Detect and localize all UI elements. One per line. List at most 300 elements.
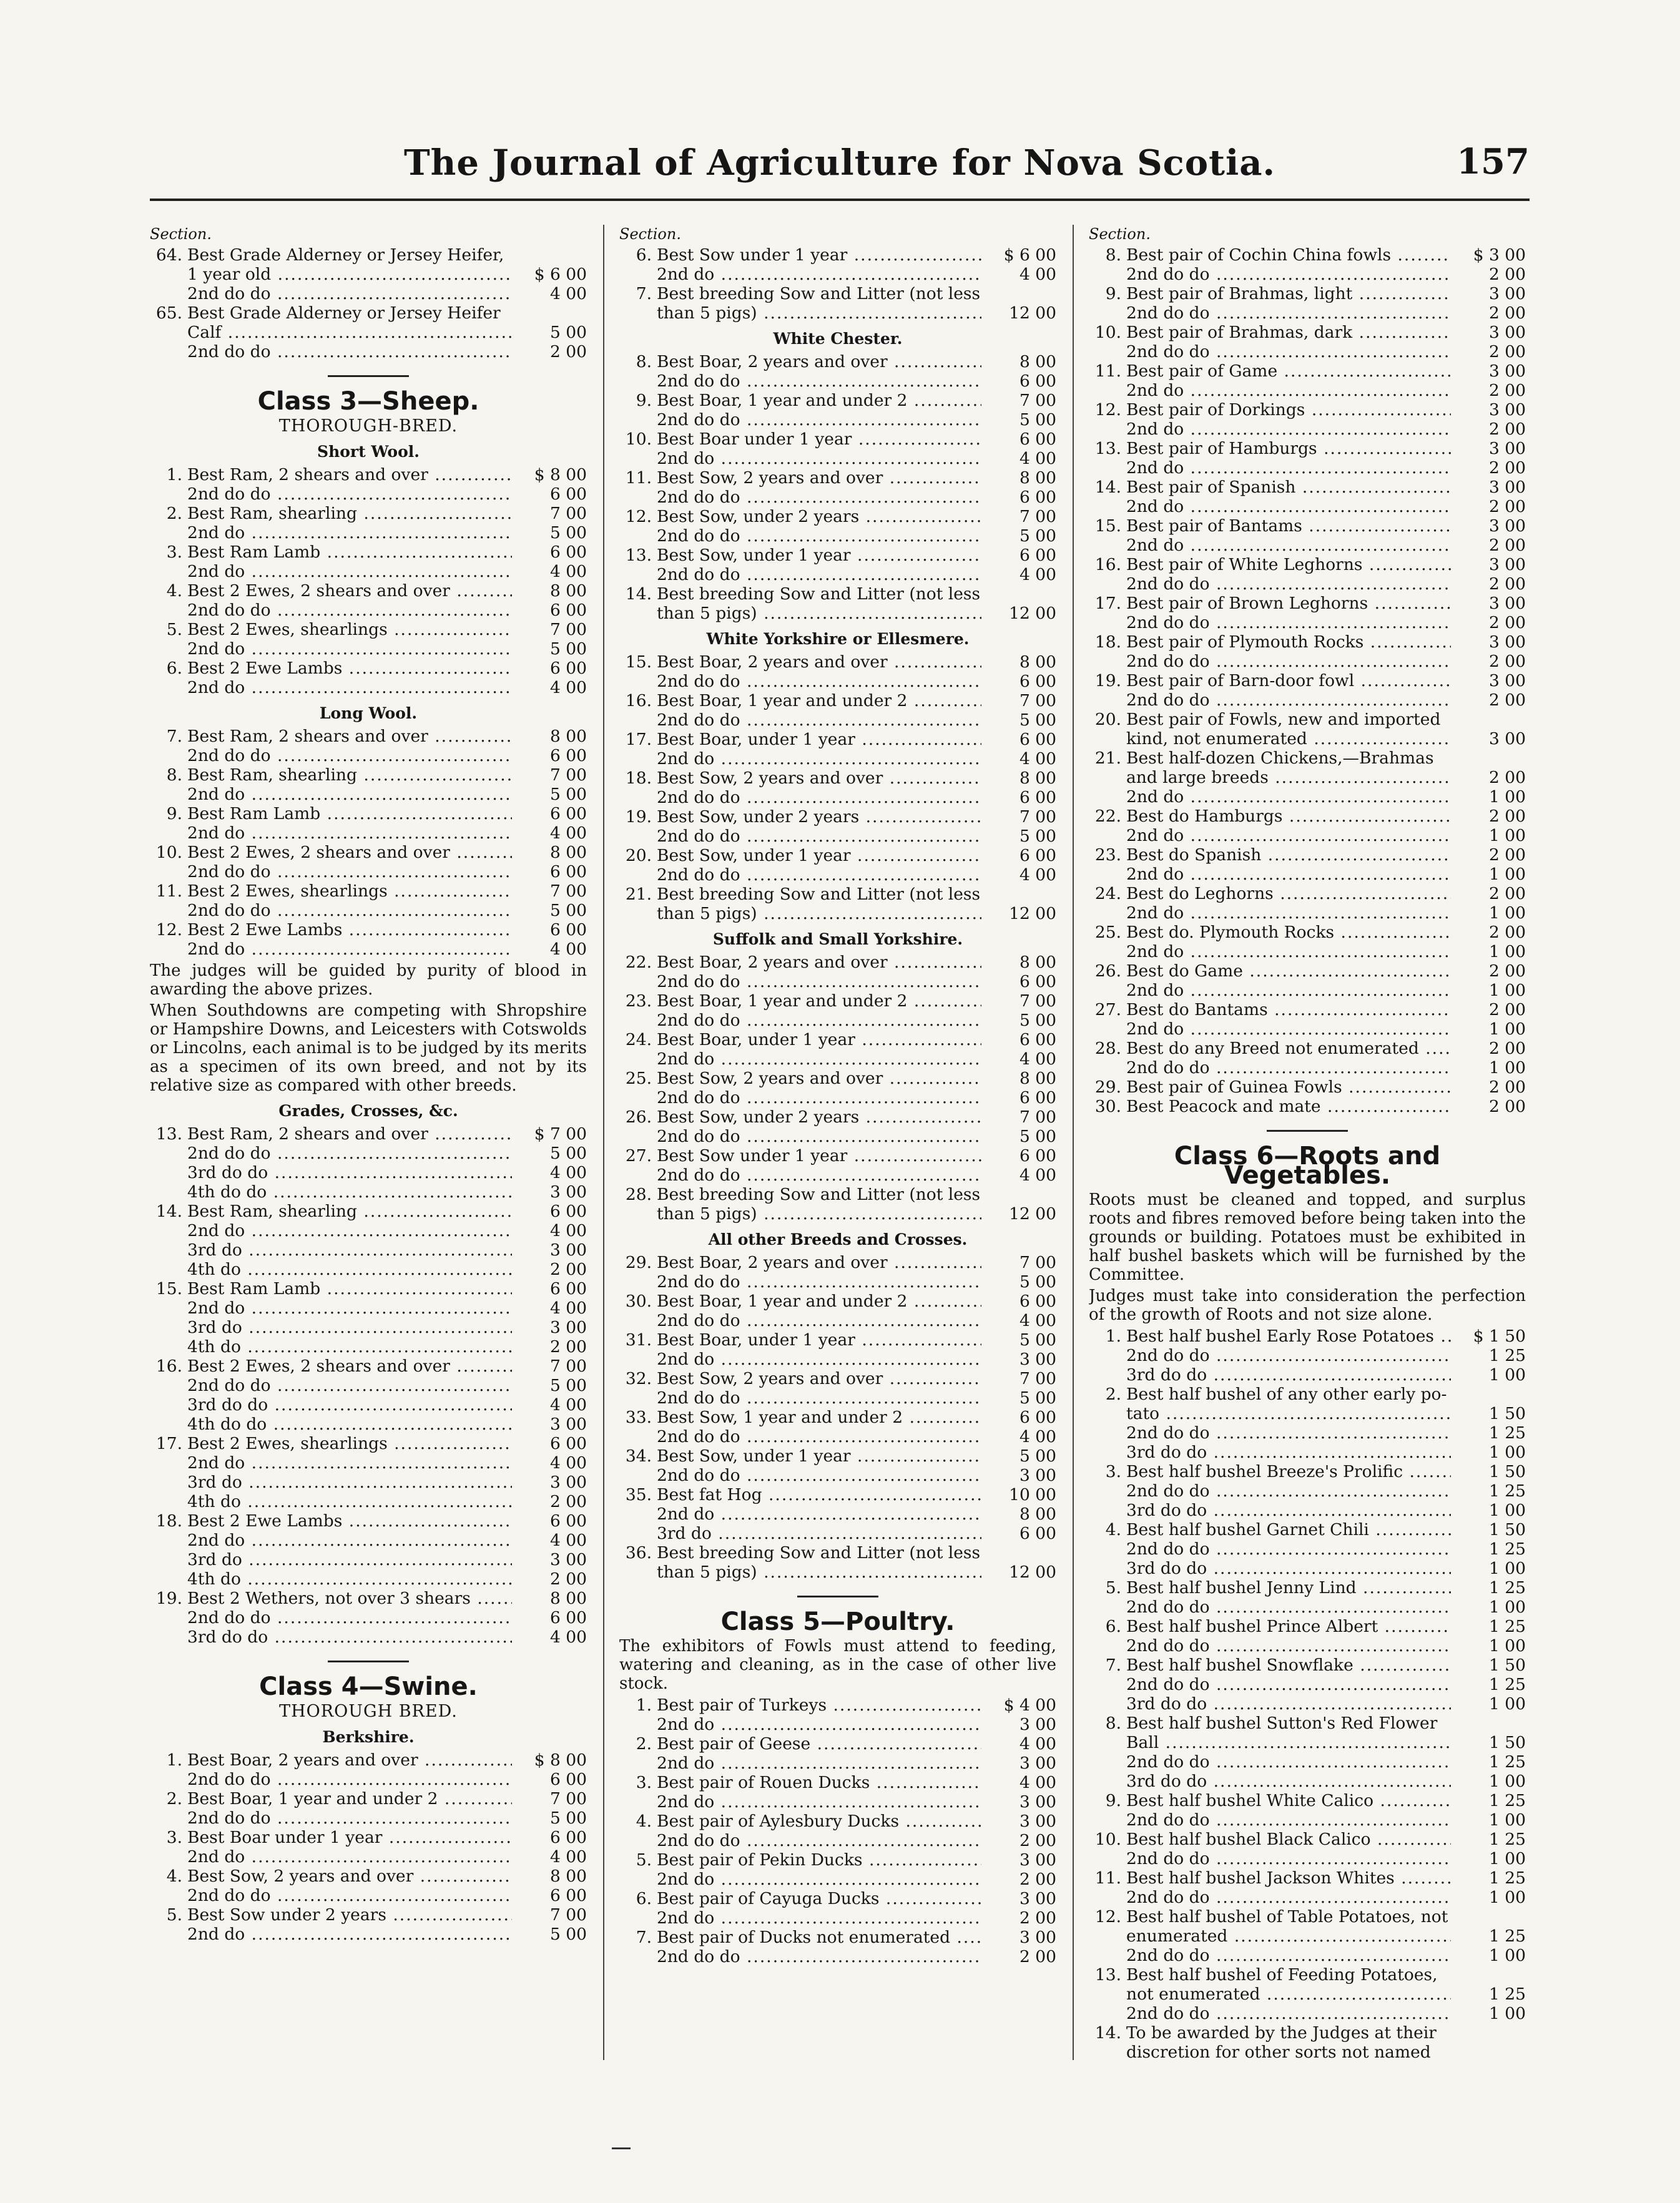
prize-row-continuation (619, 788, 1056, 807)
prize-label: 2nd do do ..... (1126, 1810, 1451, 1830)
prize-amount: 1 00 (1488, 865, 1526, 884)
prize-row-continuation (619, 1504, 1056, 1524)
prize-label: Best Boar under 1 year ..... (657, 429, 981, 449)
prize-row-continuation (619, 1831, 1056, 1850)
prize-label: Best pair of White Leghorns ..... (1126, 555, 1451, 574)
prize-label: 2nd do do ..... (657, 1272, 981, 1292)
prize-amount: 7 00 (1019, 807, 1056, 827)
prize-label: 2nd do do ..... (187, 1376, 512, 1395)
prize-section-number: 23. (1094, 845, 1121, 865)
prize-label: 2nd do do ..... (1126, 1888, 1451, 1907)
prize-label: Best breeding Sow and Litter (not less (657, 584, 981, 604)
prize-amount: 1 00 (1488, 981, 1526, 1000)
prize-row (150, 1867, 587, 1886)
prize-section-number: 9. (636, 391, 652, 410)
prize-label: Best pair of Guinea Fowls ..... (1126, 1077, 1451, 1097)
prize-label: 2nd do ..... (657, 1754, 981, 1773)
prize-row-continuation (150, 323, 587, 342)
prize-amount: 4 00 (1019, 265, 1056, 284)
prize-label: 2nd do ..... (1126, 420, 1451, 439)
prize-row (1089, 1617, 1526, 1636)
prize-row (1089, 632, 1526, 652)
prize-label: Best half bushel Early Rose Potatoes ..... (1126, 1327, 1451, 1346)
prize-section-number: 12. (625, 507, 652, 526)
prize-amount: $ 8 00 (534, 1750, 587, 1770)
prize-label: 2nd do ..... (1126, 787, 1451, 807)
prize-row-continuation (619, 1563, 1056, 1582)
prize-label: Best pair of Spanish ..... (1126, 478, 1451, 497)
class-heading: Class 4—Swine. (259, 1672, 478, 1701)
prize-amount: 1 50 (1488, 1520, 1526, 1539)
prize-section-number: 13. (1094, 439, 1121, 458)
prize-amount: 4 00 (549, 562, 587, 581)
prize-label: 2nd do ..... (1126, 1019, 1451, 1039)
prize-amount: 5 00 (549, 323, 587, 342)
prize-amount: 2 00 (549, 1260, 587, 1279)
prize-section-number: 16. (1094, 555, 1121, 574)
prize-row (1089, 1077, 1526, 1097)
column-2 (619, 225, 1056, 2060)
prize-row-continuation (150, 1925, 587, 1944)
prize-section-number: 33. (625, 1408, 652, 1427)
prize-amount: 1 25 (1488, 1926, 1526, 1946)
prize-label: Best half bushel Garnet Chili ..... (1126, 1520, 1451, 1539)
prize-amount: 4 00 (1019, 565, 1056, 584)
prize-label: Best pair of Cochin China fowls ..... (1126, 245, 1451, 265)
prize-amount: 6 00 (549, 862, 587, 881)
prize-label: Best breeding Sow and Litter (not less (657, 284, 981, 303)
prize-row (1089, 478, 1526, 497)
prize-row-continuation (1089, 381, 1526, 400)
prize-row-continuation (1089, 536, 1526, 555)
prize-amount: 8 00 (1019, 953, 1056, 972)
prize-label: Best Sow, under 1 year ..... (657, 1446, 981, 1466)
prize-section-number: 5. (636, 1850, 652, 1870)
prize-amount: 3 00 (1488, 361, 1526, 381)
prize-section-number: 7. (1105, 1656, 1121, 1675)
prize-amount: 2 00 (1488, 1000, 1526, 1019)
prize-label: 2nd do do ..... (1126, 1539, 1451, 1559)
class-heading: Class 5—Poultry. (720, 1607, 955, 1636)
prize-label: Best 2 Ewes, shearlings ..... (187, 620, 512, 639)
prize-label: 2nd do do ..... (657, 488, 981, 507)
prize-row (150, 727, 587, 746)
prize-amount: 2 00 (1488, 1097, 1526, 1116)
rules-paragraph: When Southdowns are competing with Shropshire or Hampshire Downs, and Leicesters with Cotswolds or Lincolns, each animal is to be judged by its merits as a specimen of its own breed, and not by its relative size as compared with other breeds. (150, 1001, 587, 1095)
prize-section-number: 31. (625, 1330, 652, 1350)
prize-label: Best Ram, shearling ..... (187, 1202, 512, 1221)
prize-amount: 2 00 (1488, 961, 1526, 981)
prize-amount: 1 00 (1488, 1810, 1526, 1830)
prize-label: 2nd do ..... (187, 1925, 512, 1944)
prize-row-continuation (150, 639, 587, 659)
prize-section-number: 18. (1094, 632, 1121, 652)
prize-row-continuation (1089, 420, 1526, 439)
prize-label: Best do Bantams ..... (1126, 1000, 1451, 1019)
prize-amount: 2 00 (1488, 458, 1526, 478)
prize-amount: 12 00 (1009, 904, 1056, 923)
prize-row-continuation (619, 865, 1056, 885)
prize-row (619, 429, 1056, 449)
prize-amount: 1 00 (1488, 1365, 1526, 1385)
prize-section-number: 9. (1105, 1791, 1121, 1810)
prize-amount: 1 00 (1488, 2004, 1526, 2023)
prize-amount: 6 00 (1019, 488, 1056, 507)
prize-label: 2nd do ..... (657, 1049, 981, 1069)
prize-amount: 7 00 (549, 620, 587, 639)
prize-amount: 4 00 (549, 1531, 587, 1550)
prize-label: Best 2 Ewes, 2 shears and over ..... (187, 1357, 512, 1376)
prize-label: 2nd do do ..... (1126, 303, 1451, 323)
prize-amount: 8 00 (1019, 1069, 1056, 1088)
prize-label: 4th do do ..... (187, 1182, 512, 1202)
prize-label: Best Boar, under 1 year ..... (657, 1030, 981, 1049)
section-divider (328, 1661, 409, 1662)
prize-label: 2nd do ..... (187, 1221, 512, 1240)
prize-amount: 6 00 (549, 659, 587, 678)
prize-amount: 2 00 (1488, 1039, 1526, 1058)
prize-amount: 3 00 (549, 1473, 587, 1492)
prize-row-continuation (1089, 729, 1526, 748)
prize-row (1089, 1791, 1526, 1810)
prize-amount: 7 00 (549, 1357, 587, 1376)
prize-section-number: 19. (155, 1589, 182, 1608)
prize-row (150, 843, 587, 862)
prize-label: Best half bushel Black Calico ..... (1126, 1830, 1451, 1849)
prize-label: Best Grade Alderney or Jersey Heifer, (187, 245, 504, 265)
prize-label: Best Boar, 1 year and under 2 ..... (657, 991, 981, 1011)
prize-amount: 2 00 (1488, 303, 1526, 323)
prize-row-continuation (1089, 2004, 1526, 2023)
prize-row (150, 881, 587, 901)
prize-section-number: 11. (155, 881, 182, 901)
prize-row (1089, 439, 1526, 458)
prize-label: 2nd do do ..... (1126, 574, 1451, 594)
prize-label: Best Boar, 2 years and over ..... (657, 1253, 981, 1272)
prize-row-continuation (150, 265, 587, 284)
breed-subheading: All other Breeds and Crosses. (708, 1230, 968, 1249)
breed-category-heading: THOROUGH-BRED. (278, 416, 458, 436)
journal-title: The Journal of Agriculture for Nova Scotia. (403, 142, 1276, 184)
prize-row (619, 1408, 1056, 1427)
prize-label: Best do any Breed not enumerated ..... (1126, 1039, 1451, 1058)
prize-row (619, 885, 1056, 904)
prize-amount: 5 00 (1019, 1272, 1056, 1292)
prize-section-number: 8. (636, 352, 652, 371)
prize-row (150, 1905, 587, 1925)
prize-amount: 6 00 (549, 1511, 587, 1531)
section-label: Section. (619, 225, 681, 243)
prize-label: 3rd do ..... (187, 1318, 512, 1337)
prize-row-continuation (1089, 1752, 1526, 1772)
prize-label: 2nd do do ..... (1126, 1423, 1451, 1443)
prize-label: Best Ram Lamb ..... (187, 804, 512, 823)
prize-row-continuation (619, 749, 1056, 768)
prize-row-continuation (150, 523, 587, 542)
prize-amount: 2 00 (1488, 381, 1526, 400)
prize-label: 4th do do ..... (187, 1415, 512, 1434)
prize-row-continuation (150, 562, 587, 581)
prize-row (619, 1812, 1056, 1831)
prize-row-continuation (619, 672, 1056, 691)
prize-section-number: 12. (1094, 1907, 1121, 1926)
prize-label: Best pair of Plymouth Rocks ..... (1126, 632, 1451, 652)
prize-row-continuation (1089, 1849, 1526, 1868)
prize-label: 2nd do ..... (657, 1715, 981, 1734)
prize-amount: 3 00 (1019, 1350, 1056, 1369)
prize-label: Best Boar, 2 years and over ..... (187, 1750, 512, 1770)
prize-row-continuation (150, 1569, 587, 1589)
prize-label: 3rd do ..... (187, 1240, 512, 1260)
prize-label: 2nd do do ..... (657, 827, 981, 846)
prize-amount: 3 00 (1488, 439, 1526, 458)
prize-row-continuation (150, 342, 587, 361)
prize-amount: 2 00 (1488, 613, 1526, 632)
prize-row-continuation (1089, 787, 1526, 807)
prize-section-number: 25. (1094, 923, 1121, 942)
prize-row-continuation (619, 565, 1056, 584)
prize-amount: 2 00 (549, 1492, 587, 1511)
prize-amount: 6 00 (1019, 1408, 1056, 1427)
prize-amount: 4 00 (1019, 865, 1056, 885)
prize-row (1089, 923, 1526, 942)
prize-row (150, 765, 587, 785)
prize-amount: 5 00 (549, 901, 587, 920)
prize-row (1089, 284, 1526, 303)
prize-row-continuation (619, 488, 1056, 507)
prize-amount: 6 00 (549, 1770, 587, 1789)
prize-row-continuation (1089, 1365, 1526, 1385)
prize-row (1089, 1097, 1526, 1116)
prize-section-number: 9. (1105, 284, 1121, 303)
column-divider (1073, 225, 1074, 2060)
prize-amount: 7 00 (1019, 1369, 1056, 1388)
prize-row-continuation (619, 265, 1056, 284)
prize-section-number: 3. (166, 542, 182, 562)
prize-row-continuation (1089, 1733, 1526, 1752)
prize-label: 2nd do ..... (657, 1870, 981, 1889)
prize-amount: 3 00 (1019, 1889, 1056, 1908)
prize-section-number: 1. (1105, 1327, 1121, 1346)
prize-amount: 6 00 (549, 1886, 587, 1905)
prize-label: tato ..... (1126, 1404, 1451, 1423)
prize-section-number: 18. (625, 768, 652, 788)
prize-amount: 5 00 (549, 639, 587, 659)
prize-row-continuation (150, 1608, 587, 1627)
prize-row (150, 581, 587, 601)
prize-row (150, 1789, 587, 1808)
prize-row (150, 504, 587, 523)
prize-label: 2nd do do ..... (657, 1127, 981, 1146)
prize-label: 1 year old ..... (187, 265, 512, 284)
prize-row (619, 1928, 1056, 1947)
prize-amount: 8 00 (1019, 468, 1056, 488)
prize-row (1089, 1868, 1526, 1888)
prize-amount: 1 25 (1488, 1830, 1526, 1849)
prize-row (1089, 1830, 1526, 1849)
prize-section-number: 18. (155, 1511, 182, 1531)
prize-label: Best Boar, 2 years and over ..... (657, 953, 981, 972)
prize-amount: 4 00 (1019, 1311, 1056, 1330)
prize-amount: 2 00 (1488, 923, 1526, 942)
prize-row-continuation (619, 526, 1056, 546)
prize-amount: 1 50 (1488, 1656, 1526, 1675)
prize-row (619, 1069, 1056, 1088)
prize-amount: 3 00 (1019, 1850, 1056, 1870)
prize-section-number: 4. (1105, 1520, 1121, 1539)
prize-row-continuation (619, 371, 1056, 391)
prize-label: 2nd do ..... (657, 1908, 981, 1928)
prize-amount: 6 00 (549, 1279, 587, 1298)
prize-row (1089, 1965, 1526, 1985)
prize-amount: 2 00 (1019, 1947, 1056, 1966)
prize-label: 2nd do ..... (657, 749, 981, 768)
prize-label: Best 2 Ewes, 2 shears and over ..... (187, 843, 512, 862)
prize-row (619, 1543, 1056, 1563)
prize-amount: 1 00 (1488, 1019, 1526, 1039)
prize-row-continuation (619, 1754, 1056, 1773)
rules-paragraph: Roots must be cleaned and topped, and surplus roots and fibres removed before being taken into the grounds or building. Potatoes must be exhibited in half bushel baskets which will be furnished by the Committee. (1089, 1190, 1526, 1284)
prize-amount: 6 00 (1019, 788, 1056, 807)
prize-label: Best half bushel Jenny Lind ..... (1126, 1578, 1451, 1597)
prize-label: Best half bushel Jackson Whites ..... (1126, 1868, 1451, 1888)
prize-label: 2nd do do ..... (1126, 690, 1451, 710)
prize-section-number: 27. (625, 1146, 652, 1165)
prize-row (150, 542, 587, 562)
prize-amount: 2 00 (1488, 265, 1526, 284)
prize-section-number: 29. (625, 1253, 652, 1272)
prize-label: 2nd do do ..... (187, 1144, 512, 1163)
prize-amount: 3 00 (1019, 1715, 1056, 1734)
prize-amount: 3 00 (549, 1240, 587, 1260)
prize-amount: $ 6 00 (534, 265, 587, 284)
prize-row (1089, 400, 1526, 420)
prize-section-number: 7. (166, 727, 182, 746)
prize-label: Best half bushel Breeze's Prolific ..... (1126, 1462, 1451, 1481)
prize-label: Calf ..... (187, 323, 512, 342)
breed-subheading: Grades, Crosses, &c. (278, 1102, 458, 1120)
prize-row (150, 1434, 587, 1453)
prize-amount: 7 00 (1019, 1107, 1056, 1127)
prize-amount: 5 00 (1019, 1388, 1056, 1408)
prize-row-continuation (1089, 1946, 1526, 1965)
prize-section-number: 16. (625, 691, 652, 710)
prize-label: 2nd do do ..... (1126, 1636, 1451, 1656)
prize-label: 2nd do do ..... (187, 1770, 512, 1789)
prize-label: Best Boar, under 1 year ..... (657, 1330, 981, 1350)
prize-amount: 2 00 (1488, 574, 1526, 594)
prize-list-columns (150, 225, 1530, 2066)
section-divider (797, 1596, 878, 1597)
prize-amount: 6 00 (549, 920, 587, 940)
prize-amount: 1 25 (1488, 1791, 1526, 1810)
prize-amount: 8 00 (549, 581, 587, 601)
prize-label: Best pair of Hamburgs ..... (1126, 439, 1451, 458)
prize-amount: 1 25 (1488, 1868, 1526, 1888)
prize-amount: 6 00 (1019, 972, 1056, 991)
prize-amount: 1 25 (1488, 1481, 1526, 1501)
prize-row (150, 659, 587, 678)
prize-amount: 12 00 (1009, 303, 1056, 323)
prize-label: Best 2 Ewe Lambs ..... (187, 659, 512, 678)
prize-label: 2nd do do ..... (187, 901, 512, 920)
prize-amount: 8 00 (1019, 768, 1056, 788)
prize-row-continuation (1089, 1443, 1526, 1462)
prize-section-number: 7. (636, 1928, 652, 1947)
prize-label: Best Boar, 1 year and under 2 ..... (657, 1292, 981, 1311)
prize-label: Best half bushel Prince Albert ..... (1126, 1617, 1451, 1636)
prize-label: To be awarded by the Judges at their (1126, 2023, 1437, 2043)
prize-section-number: 4. (166, 1867, 182, 1886)
prize-row (150, 245, 587, 265)
prize-label: 2nd do ..... (187, 523, 512, 542)
prize-label: Best Sow, 2 years and over ..... (657, 1069, 981, 1088)
prize-label: Best Sow, under 2 years ..... (657, 507, 981, 526)
prize-amount: 2 00 (549, 1337, 587, 1357)
prize-amount: 5 00 (549, 1808, 587, 1828)
prize-amount: 1 00 (1488, 1849, 1526, 1868)
prize-label: Best Sow under 1 year ..... (657, 1146, 981, 1165)
prize-row-continuation (1089, 1539, 1526, 1559)
prize-amount: 1 00 (1488, 1946, 1526, 1965)
rules-paragraph: Judges must take into consideration the perfection of the growth of Roots and not size alone. (1089, 1287, 1526, 1324)
prize-label: 2nd do do ..... (657, 1466, 981, 1485)
prize-row (619, 1695, 1056, 1715)
prize-row-continuation (619, 1427, 1056, 1446)
prize-amount: 6 00 (1019, 429, 1056, 449)
section-divider (1267, 1130, 1348, 1132)
prize-label: Best pair of Ducks not enumerated ..... (657, 1928, 981, 1947)
prize-label: Best Ram Lamb ..... (187, 542, 512, 562)
prize-amount: 6 00 (1019, 672, 1056, 691)
prize-label: 3rd do do ..... (1126, 1443, 1451, 1462)
prize-label: 2nd do do ..... (657, 526, 981, 546)
prize-label: than 5 pigs) ..... (657, 604, 981, 623)
prize-row-continuation (619, 1272, 1056, 1292)
prize-row-continuation (619, 604, 1056, 623)
prize-amount: 4 00 (549, 1163, 587, 1182)
prize-row-continuation (1089, 574, 1526, 594)
prize-label: 2nd do do ..... (657, 1011, 981, 1030)
prize-label: 2nd do ..... (187, 1847, 512, 1867)
prize-label: 2nd do ..... (1126, 381, 1451, 400)
prize-section-number: 2. (166, 504, 182, 523)
prize-amount: 4 00 (549, 1847, 587, 1867)
prize-label: Best Sow, 2 years and over ..... (187, 1867, 512, 1886)
prize-label: than 5 pigs) ..... (657, 904, 981, 923)
prize-section-number: 20. (1094, 710, 1121, 729)
prize-row-continuation (1089, 1501, 1526, 1520)
prize-label: 2nd do ..... (657, 1350, 981, 1369)
prize-amount: 1 25 (1488, 1423, 1526, 1443)
prize-row-continuation (1089, 1346, 1526, 1365)
prize-amount: 7 00 (1019, 691, 1056, 710)
prize-section-number: 26. (625, 1107, 652, 1127)
prize-label: Best 2 Ewes, shearlings ..... (187, 881, 512, 901)
prize-row-continuation (619, 410, 1056, 429)
prize-section-number: 7. (636, 284, 652, 303)
prize-row-continuation (1089, 1019, 1526, 1039)
prize-row (619, 730, 1056, 749)
prize-row-continuation (150, 785, 587, 804)
prize-amount: 4 00 (549, 1298, 587, 1318)
prize-section-number: 2. (166, 1789, 182, 1808)
prize-label: 4th do ..... (187, 1260, 512, 1279)
prize-label: Best half bushel White Calico ..... (1126, 1791, 1451, 1810)
prize-section-number: 9. (166, 804, 182, 823)
prize-amount: 6 00 (549, 1202, 587, 1221)
prize-amount: 6 00 (1019, 1524, 1056, 1543)
